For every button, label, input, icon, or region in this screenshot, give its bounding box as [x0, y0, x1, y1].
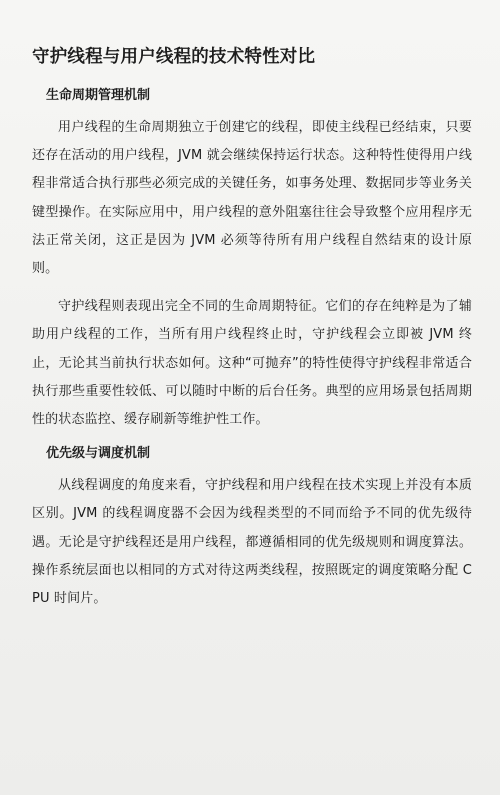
section-scheduling — [32, 444, 472, 613]
paragraph-daemon-thread-lifecycle: 守护线程则表现出完全不同的生命周期特征。它们的存在纯粹是为了辅助用户线程的工作，当所有用户线程终止时，守护线程会立即被 JVM 终止，无论其当前执行状态如何。这种“可抛弃”的特性使得守护线程非常适合执行那些重要性较低、可以随时中断的后台任务。典型的应用场景包括周期性的状态监控、缓存刷新等维护性工作。 — [32, 299, 472, 428]
section-heading-lifecycle: 生命周期管理机制 — [46, 88, 151, 103]
section-heading-scheduling: 优先级与调度机制 — [46, 446, 151, 462]
section-lifecycle — [32, 86, 472, 434]
document-title: 守护线程与用户线程的技术特性对比 — [32, 47, 316, 67]
paragraph-scheduling: 从线程调度的角度来看，守护线程和用户线程在技术实现上并没有本质区别。JVM 的线程调度器不会因为线程类型的不同而给予不同的优先级待遇。无论是守护线程还是用户线程，都遵循相同的优先级规则和调度算法。操作系统层面也以相同的方式对待这两类线程，按照既定的调度策略分配 CPU 时间片。 — [32, 478, 472, 607]
paragraph-user-thread-lifecycle: 用户线程的生命周期独立于创建它的线程，即使主线程已经结束，只要还存在活动的用户线程，JVM 就会继续保持运行状态。这种特性使得用户线程非常适合执行那些必须完成的关键任务，如事务处理、数据同步等业务关键型操作。在实际应用中，用户线程的意外阻塞往往会导致整个应用程序无法正常关闭，这正是因为 JVM 必须等待所有用户线程自然结束的设计原则。 — [32, 120, 472, 277]
